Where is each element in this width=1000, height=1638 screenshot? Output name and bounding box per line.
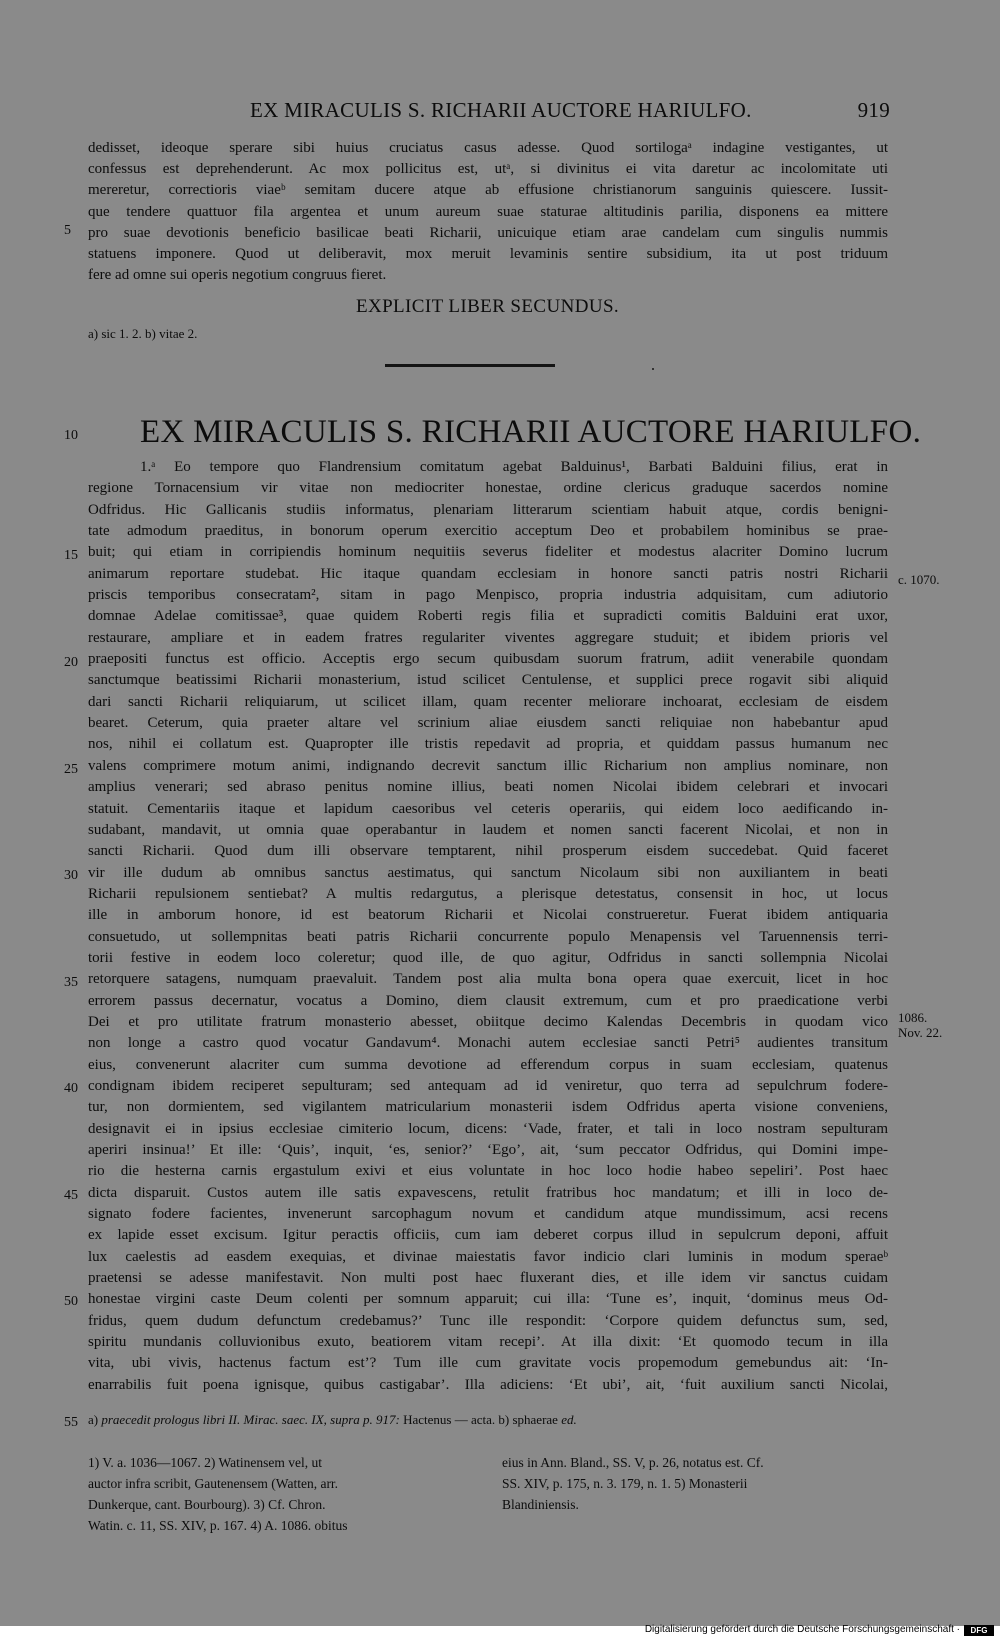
apparatus-rest: Hactenus — acta. b) sphaerae <box>403 1412 558 1427</box>
text-line: tate admodum praeditus, in bonorum operum exercitio acceptum Deo et probabilem hominibus se prae- <box>88 523 888 540</box>
text-line: honestae virgini caste Deum colenti per somnum apparuit; cui illa: ‘Tune es’, inquit, ‘dominus meus Od- <box>88 1291 888 1308</box>
line-number: 40 <box>64 1081 78 1096</box>
text-line: Dei et pro utilitate fratrum monasterio abesset, obiitque decimo Kalendas Decembris in quodam vico <box>88 1013 888 1030</box>
text-line: torii festive in eodem loco coleretur; quod ille, de quo agitur, Odfridus in sancti sollempnia Nicolai <box>88 949 888 966</box>
text-line: errorem passus decernatur, vocatus a Domino, diem clausit extremum, cum et pro praedicatione verbi <box>88 992 888 1009</box>
text-line: praetensi se adesse manifestavit. Non multi post haec fluxerant dies, et ille idem vir sanctus cuidam <box>88 1270 888 1287</box>
footnote-line: 1) V. a. 1036—1067. 2) Watinensem vel, ut <box>88 1455 323 1470</box>
text-line: confessus est deprehenderunt. Ac mox pollicitus est, utᵃ, si divinitus ei vita daretur ac incolomitate uti <box>88 161 888 178</box>
footnote-line: Blandiniensis. <box>502 1497 579 1512</box>
text-line: ille in amborum honore, id est beatorum Richarii et Nicolai construeretur. Fuerat ibidem antiquaria <box>88 907 888 924</box>
margin-date: 1086. <box>898 1010 928 1025</box>
footnote-line: SS. XIV, p. 175, n. 3. 179, n. 1. 5) Monasterii <box>502 1476 748 1491</box>
text-line: tur, non dormientem, sed vigilantem matricularium monasterii isdem Odfridus aperta visione conveniens, <box>88 1099 888 1116</box>
text-line: sancti Richarii. Quod dum illi observare temptarent, nihil prosperum eisdem succedebat. Quid faceret <box>88 843 888 860</box>
line-number: 35 <box>64 975 78 990</box>
text-line: ex lapide esset excisum. Igitur peractis officiis, cum iam deberet corpus illud in sepulcrum deponi, affuit <box>88 1227 888 1244</box>
footnote-line: Dunkerque, cant. Bourbourg). 3) Cf. Chron. <box>88 1497 326 1512</box>
text-line: statuens imponere. Quod ut deliberavit, mox meruit levaminis sentire subsidium, ita ut post triduum <box>88 245 888 262</box>
text-line: 1.ᵃ Eo tempore quo Flandrensium comitatum agebat Balduinus¹, Barbati Balduini filius, erat in <box>140 459 888 475</box>
text-line: valens comprimere motum animi, indignando decrevit sanctum illic Richarium non amplius nominare, non <box>88 757 888 774</box>
line-number: 55 <box>64 1415 78 1430</box>
text-line: fere ad omne sui operis negotium congruus fieret. <box>88 267 387 284</box>
text-line: sanctumque beatissimi Richarii monasterium, istud scilicet Centulense, et supplici prece rogavit sibi aliquid <box>88 672 888 689</box>
text-line: spiritu mundanis colluvionibus exuto, beatiorem vitam recepi’. At illa dixit: ‘Et quomodo tecum in illa <box>88 1334 888 1351</box>
main-text <box>88 457 888 1396</box>
text-line: animarum reportare studebat. Hic itaque quandam ecclesiam in honore sancti patris nostri Richarii <box>88 565 888 582</box>
text-line: buit; qui etiam in corripiendis hominum nequitiis severus fideliter et modestus alacriter Domino lucrum <box>88 544 888 561</box>
line-number: 10 <box>64 428 78 443</box>
text-line: lux caelestis ad easdem exequias, et divinae maiestatis favor indicio clari luminis in modum speraeᵇ <box>88 1248 888 1265</box>
text-line: eius, convenerunt alacriter cum summa devotione ad efferendum corpus in suam ecclesiam, quatenus <box>88 1056 888 1073</box>
line-number: 20 <box>64 655 78 670</box>
text-line: praepositi functus est officio. Acceptis ergo secum quibusdam suorum fratrum, adiit venerabile quondam <box>88 651 888 668</box>
line-number: 25 <box>64 762 78 777</box>
text-line: fridus, quem dudum defunctum credebamus?’ Tunc ille respondit: ‘Corpore quidem defunctus sum, sed, <box>88 1312 888 1329</box>
text-line: rio die hesterna carnis ergastulum exivi et eius voluntate in hoc loco hodie habeo sepeliri’. Post haec <box>88 1163 888 1180</box>
text-line: condignam ibidem reciperet sepulturam; sed antequam ad id veniretur, quo terra ad sepulchrum fodere- <box>88 1077 888 1094</box>
margin-date: c. 1070. <box>898 572 940 587</box>
critical-apparatus <box>88 1412 577 1428</box>
text-line: dicta disparuit. Custos autem ille satis expavescens, retulit fratribus hoc mandatum; et illi in loco de- <box>88 1184 888 1201</box>
text-line: Richarii repulsionem sentiebat? A multis redargutus, a plerisque detestatus, consensit in hoc, ut locus <box>88 885 888 902</box>
dfg-logo: DFG <box>964 1625 994 1636</box>
text-line: nos, nihil ei collatum est. Quapropter ille tristis repedavit ad propria, et quiddam passus humanum nec <box>88 736 888 753</box>
section-title: EX MIRACULIS S. RICHARII AUCTORE HARIULFO. <box>140 414 922 450</box>
text-line: dedisset, ideoque sperare sibi huius cruciatus casus adesse. Quod sortilogaᵃ indagine vestigantes, ut <box>88 140 888 156</box>
footnote-line: eius in Ann. Bland., SS. V, p. 26, notatus est. Cf. <box>502 1455 764 1470</box>
digitization-credit: Digitalisierung gefördert durch die Deutsche Forschungsgemeinschaft · <box>644 1624 960 1635</box>
line-number: 15 <box>64 548 78 563</box>
text-line: pro suae devotionis beneficio basilicae beati Richarii, unicuique etiam arae candelam cum singulis nummis <box>88 224 888 241</box>
line-number: 50 <box>64 1294 78 1309</box>
text-line: signato fodere facientes, invenerunt sarcophagum novum et candidum atque mundissimum, acsi recens <box>88 1206 888 1223</box>
footnote-line: auctor infra scribit, Gautenensem (Watten, arr. <box>88 1476 339 1491</box>
text-line: vir ille dudum ab omnibus sanctus aestimatus, qui sanctum Nicolaum sibi non auxiliantem in beati <box>88 864 888 881</box>
line-number: 5 <box>64 223 71 238</box>
text-line: bearet. Ceterum, quia praeter altare vel scrinium aliae eiusdem sancti reliquiae non habebantur apud <box>88 715 888 732</box>
text-line: sudabant, mandavit, ut omnia quae operabantur in laudem et nomen sancti facerent Nicolai, et non in <box>88 821 888 838</box>
text-line: regione Tornacensium vir vitae non mediocriter honestae, ordine clericus graduque sacerdos nomine <box>88 480 888 497</box>
text-line: Odfridus. Hic Gallicanis studiis informatus, plenariam litterarum scientiam habuit atque, cordis benigni- <box>88 501 888 518</box>
previous-book-text <box>88 138 888 286</box>
text-line: amplius venerari; sed abraso penitus nomine illius, beati nomen Nicolai ibidem celebrari et invocari <box>88 779 888 796</box>
apparatus-prefix: a) <box>88 1412 99 1427</box>
text-line: domnae Adelae comitissae³, quae quidem Roberti regis filia et supradicti comitis Balduini erat uxor, <box>88 608 888 625</box>
apparatus-italic: praecedit prologus libri II. Mirac. saec. IX, supra p. 917: <box>101 1412 400 1427</box>
text-line: mereretur, correctioris viaeᵇ semitam ducere atque ab effusione christianorum sanguinis quiescere. Iussit- <box>88 182 888 199</box>
running-head-title: EX MIRACULIS S. RICHARII AUCTORE HARIULFO. <box>250 98 752 122</box>
text-line: statuit. Cementariis itaque et lapidum caesoribus vel ceteris operariis, qui eidem loco aedificando in- <box>88 800 888 817</box>
apparatus-ed: ed. <box>561 1412 577 1427</box>
footnote-column-left <box>88 1452 348 1536</box>
text-line: enarrabilis fuit poena ignisque, quibus castigabar’. Illa adiciens: ‘Et ubi’, ait, ‘fuit auxilium sancti Nicolai, <box>88 1376 888 1393</box>
text-line: consuetudo, ut sollempnitas beati patris Richarii concurrente populo Menapensis vel Taruennensis terri- <box>88 928 888 945</box>
text-line: restaurare, ampliare et in eadem fratres regulariter viventes aggregare studuit; et ibidem prioris vel <box>88 629 888 646</box>
text-line: priscis temporibus consecratam², sitam in pago Menpisco, propria industria adquisitam, cum adiutorio <box>88 587 888 604</box>
explicit-heading: EXPLICIT LIBER SECUNDUS. <box>355 296 620 317</box>
text-line: non longe a castro quod vocatur Gandavum⁴. Monachi autem ecclesiae sancti Petri⁵ audientes transitum <box>88 1035 888 1052</box>
text-line: designavit ei in ipsius ecclesiae cimiterio locum, dicens: ‘Vade, frater, et tali in loco nostram sepulturam <box>88 1120 888 1137</box>
page-number: 919 <box>857 98 890 122</box>
text-line: que tendere quattuor fila argentea et unum aureum suae staturae altitudinis parilia, disponens ea mittere <box>88 203 888 220</box>
line-number: 30 <box>64 868 78 883</box>
text-line: dari sancti Richarii reliquiarum, ut scilicet illam, quam recenter meliorare inchoarat, ecclesiam de eisdem <box>88 693 888 710</box>
margin-date: Nov. 22. <box>898 1025 943 1040</box>
section-divider <box>385 364 555 367</box>
text-line: vita, ubi vivis, hactenus factum est’? Tum ille cum gravitate vocis propemodum gemebundus ait: ‘In- <box>88 1355 888 1372</box>
divider-dot <box>652 368 654 370</box>
footnote-column-right <box>502 1452 764 1515</box>
text-line: retorquere satagens, numquam praevaluit. Tandem post alia multa bona opera quae exercuit, licet in hoc <box>88 971 888 988</box>
line-number: 45 <box>64 1188 78 1203</box>
footnote-line: Watin. c. 11, SS. XIV, p. 167. 4) A. 1086. obitus <box>88 1518 348 1533</box>
text-line: aperiri insinua!’ Et ille: ‘Quis’, inquit, ‘es, senior?’ ‘Ego’, ait, ‘sum peccator Odfridus, qui Domini impe- <box>88 1142 888 1158</box>
apparatus-note: a) sic 1. 2. b) vitae 2. <box>88 326 198 341</box>
